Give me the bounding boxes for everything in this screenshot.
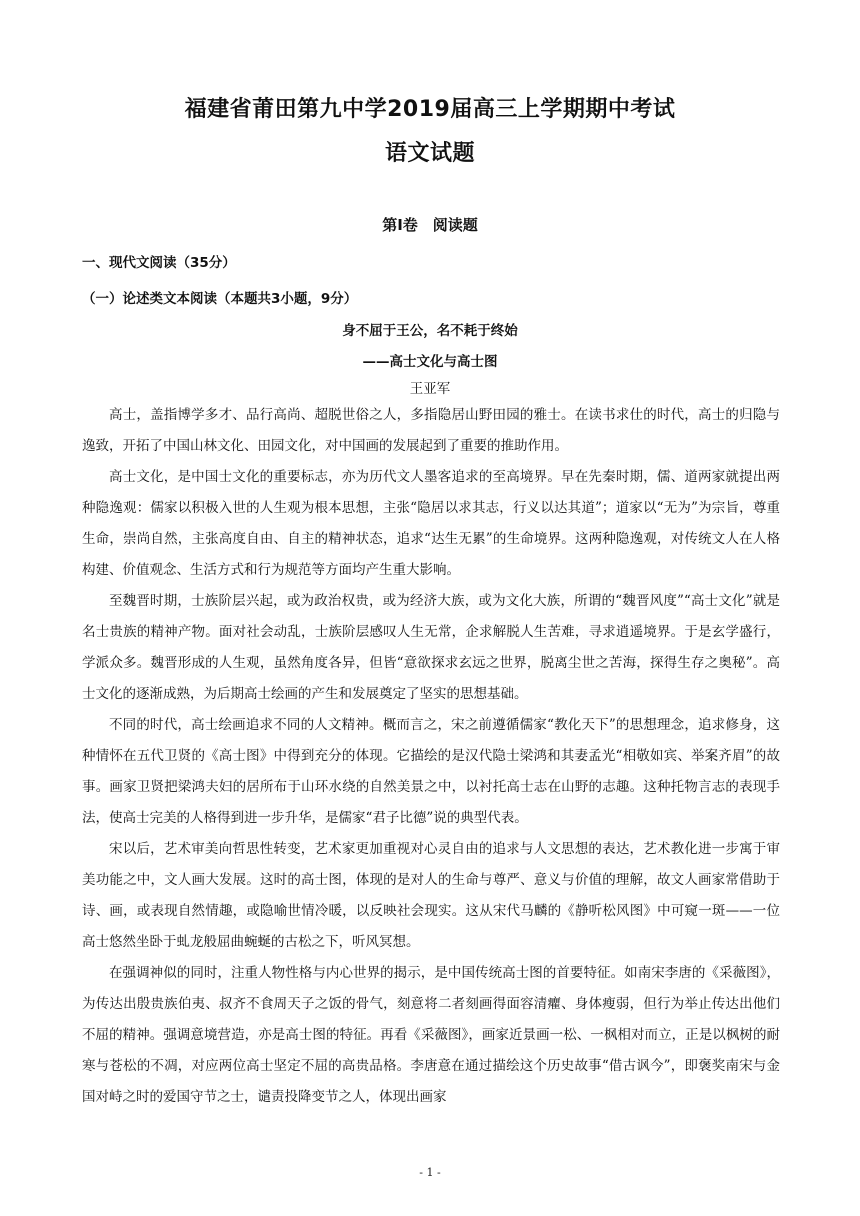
paragraph: 宋以后，艺术审美向哲思性转变，艺术家更加重视对心灵自由的追求与人文思想的表达，艺术教化进一步寓于审美功能之中，文人画大发展。这时的高士图，体现的是对人的生命与尊严、意义与价值的理解，故文人画家常借助于诗、画，或表现自然情趣，或隐喻世情冷暖，以反映社会现实。这从宋代马麟的《静听松风图》中可窥一斑——一位高士悠然坐卧于虬龙般屈曲蜿蜒的古松之下，听风冥想。 [82, 841, 780, 950]
article-title: 身不屈于王公，名不耗于终始 [342, 323, 518, 339]
part-heading: 一、现代文阅读（35分） [82, 255, 236, 271]
subpart-heading: （一）论述类文本阅读（本题共3小题，9分） [82, 291, 358, 307]
article-body [82, 400, 780, 1113]
paragraph: 不同的时代，高士绘画追求不同的人文精神。概而言之，宋之前遵循儒家“教化天下”的思想理念，追求修身，这种情怀在五代卫贤的《高士图》中得到充分的体现。它描绘的是汉代隐士梁鸿和其妻孟光“相敬如宾、举案齐眉”的故事。画家卫贤把梁鸿夫妇的居所布于山环水绕的自然美景之中，以衬托高士志在山野的志趣。这种托物言志的表现手法，使高士完美的人格得到进一步升华，是儒家“君子比德”说的典型代表。 [82, 717, 780, 826]
document-subtitle: 语文试题 [384, 141, 475, 166]
page-number: - 1 - [419, 1166, 441, 1179]
paragraph: 高士，盖指博学多才、品行高尚、超脱世俗之人，多指隐居山野田园的雅士。在读书求仕的时代，高士的归隐与逸致，开拓了中国山林文化、田园文化，对中国画的发展起到了重要的推助作用。 [82, 407, 780, 454]
paragraph: 至魏晋时期，士族阶层兴起，或为政治权贵，或为经济大族，或为文化大族，所谓的“魏晋风度”“高士文化”就是名士贵族的精神产物。面对社会动乱，士族阶层感叹人生无常，企求解脱人生苦难，寻求逍遥境界。于是玄学盛行，学派众多。魏晋形成的人生观，虽然角度各异，但皆“意欲探求玄远之世界，脱离尘世之苦海，探得生存之奥秘”。高士文化的逐渐成熟，为后期高士绘画的产生和发展奠定了坚实的思想基础。 [82, 593, 780, 702]
document-title: 福建省莆田第九中学2019届高三上学期期中考试 [184, 97, 676, 122]
article-author: 王亚军 [409, 381, 451, 397]
article-subtitle: ——高士文化与高士图 [362, 354, 498, 370]
section-title: 第Ⅰ卷 阅读题 [382, 216, 478, 234]
paragraph: 在强调神似的同时，注重人物性格与内心世界的揭示，是中国传统高士图的首要特征。如南宋李唐的《采薇图》，为传达出殷贵族伯夷、叔齐不食周天子之饭的骨气，刻意将二者刻画得面容清癯、身体瘦弱，但行为举止传达出他们不屈的精神。强调意境营造，亦是高士图的特征。再看《采薇图》，画家近景画一松、一枫相对而立，正是以枫树的耐寒与苍松的不凋，对应两位高士坚定不屈的高贵品格。李唐意在通过描绘这个历史故事“借古讽今”，即褒奖南宋与金国对峙之时的爱国守节之士，谴责投降变节之人，体现出画家 [82, 965, 780, 1105]
paragraph: 高士文化，是中国士文化的重要标志，亦为历代文人墨客追求的至高境界。早在先秦时期，儒、道两家就提出两种隐逸观：儒家以积极入世的人生观为根本思想，主张“隐居以求其志，行义以达其道”；道家以“无为”为宗旨，尊重生命，崇尚自然，主张高度自由、自主的精神状态，追求“达生无累”的生命境界。这两种隐逸观，对传统文人在人格构建、价值观念、生活方式和行为规范等方面均产生重大影响。 [82, 469, 780, 578]
